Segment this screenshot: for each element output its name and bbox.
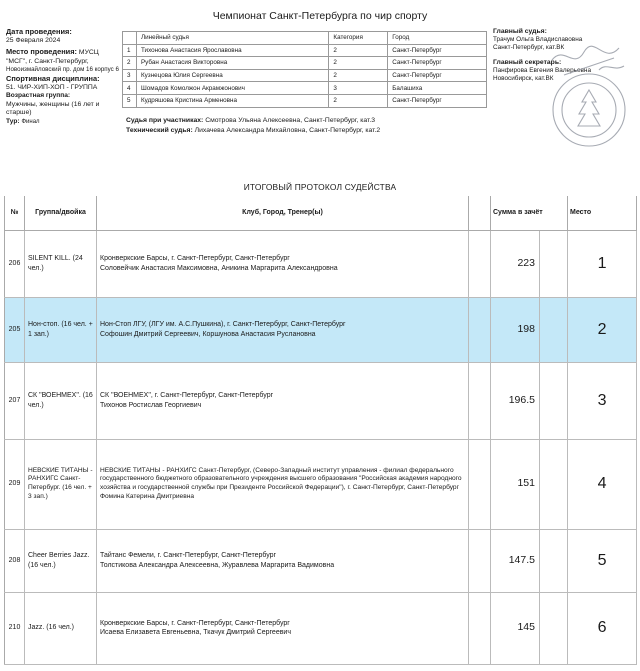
club-name: НЕВСКИЕ ТИТАНЫ - РАНХИГС Санкт-Петербург, (Северо-Западный институт управления - филиал федерального государственного бюджетного образовательного учреждения высшего образования "Российская академия народного хозяйства и государственной службы при Президенте Российской Федерации"), г. Санкт-Петербург, Санкт-Петербург (100, 466, 462, 491)
team-club (97, 230, 469, 297)
judge-city: Санкт-Петербург (388, 57, 487, 70)
team-group: Нон-стоп. (16 чел. + 1 зап.) (25, 297, 97, 362)
judge-num: 3 (123, 69, 137, 82)
result-row (5, 230, 637, 297)
club-coaches: Фомина Катерина Дмитриевна (100, 492, 195, 500)
team-score: 147.5 (491, 529, 540, 592)
judge-row (123, 94, 487, 107)
team-club (97, 529, 469, 592)
judges-header-category: Категория (329, 32, 388, 45)
header-group: Группа/двойка (25, 196, 97, 230)
team-place: 5 (568, 529, 637, 592)
judge-num: 4 (123, 82, 137, 95)
club-coaches: Толстикова Александра Алексеевна, Журавлева Маргарита Вадимовна (100, 561, 335, 569)
team-group: Jazz. (16 чел.) (25, 592, 97, 664)
team-number: 206 (5, 230, 25, 297)
participants-judge-label: Судья при участниках: (126, 117, 204, 124)
header-place: Место (568, 196, 637, 230)
team-club (97, 362, 469, 439)
team-number: 209 (5, 439, 25, 529)
team-group: SILENT KILL. (24 чел.) (25, 230, 97, 297)
judge-num: 5 (123, 94, 137, 107)
chief-secretary-value-2: Новосибирск, кат.ВК (493, 75, 554, 83)
team-place: 2 (568, 297, 637, 362)
team-club (97, 592, 469, 664)
result-row (5, 529, 637, 592)
club-coaches: Тихонов Ростислав Георгиевич (100, 401, 202, 409)
age-label: Возрастная группа: (6, 92, 71, 100)
judge-num: 2 (123, 57, 137, 70)
chief-judge-label: Главный судья: (493, 28, 547, 35)
club-coaches: Софошин Дмитрий Сергеевич, Коршунова Анастасия Руслановна (100, 330, 316, 338)
judge-city: Санкт-Петербург (388, 69, 487, 82)
team-score: 223 (491, 230, 540, 297)
club-name: Кронверкские Барсы, г. Санкт-Петербург, Санкт-Петербург (100, 255, 290, 263)
team-score: 196.5 (491, 362, 540, 439)
discipline-value: 51. ЧИР-ХИП-ХОП - ГРУППА (6, 83, 98, 91)
participants-judge-value: Смотрова Ульяна Алексеевна, Санкт-Петербург, кат.3 (205, 117, 376, 124)
judge-city: Санкт-Петербург (388, 44, 487, 57)
team-number: 210 (5, 592, 25, 664)
header-number: № (5, 196, 25, 230)
protocol-title: ИТОГОВЫЙ ПРОТОКОЛ СУДЕЙСТВА (243, 182, 397, 192)
result-row (5, 362, 637, 439)
team-score: 145 (491, 592, 540, 664)
age-value-2: старше) (6, 109, 32, 117)
judge-row (123, 69, 487, 82)
club-coaches: Исаева Елизавета Евгеньевна, Ткачук Дмитрий Сергеевич (100, 629, 291, 636)
judge-category: 3 (329, 82, 388, 95)
club-coaches: Соловейчик Анастасия Максимовна, Аникина Маргарита Александровна (100, 264, 338, 272)
team-group: НЕВСКИЕ ТИТАНЫ - РАНХИГС Санкт-Петербург. (16 чел. + 3 зап.) (25, 439, 97, 529)
team-number: 205 (5, 297, 25, 362)
team-place: 1 (568, 230, 637, 297)
judge-num: 1 (123, 44, 137, 57)
place-value-3: Новоизмайловский пр. дом 16 корпус 6 (6, 66, 119, 74)
team-group: Cheer Berries Jazz. (16 чел.) (25, 529, 97, 592)
result-row (5, 439, 637, 529)
header-score: Сумма в зачёт (491, 196, 568, 230)
club-name: СК "ВОЕНМЕХ", г. Санкт-Петербург, Санкт-Петербург (100, 392, 274, 400)
judge-name: Шомадов Комолжон Акрамжонович (136, 82, 328, 95)
result-row (5, 592, 637, 664)
result-row (5, 297, 637, 362)
technical-judge-label: Технический судья: (126, 127, 193, 134)
team-place: 3 (568, 362, 637, 439)
chief-secretary-label: Главный секретарь: (493, 58, 562, 66)
judge-name: Кузнецова Юлия Сергеевна (136, 69, 328, 82)
team-place: 4 (568, 439, 637, 529)
date-value: 25 Февраля 2024 (6, 36, 61, 44)
judge-name: Рубан Анастасия Викторовна (136, 57, 328, 70)
technical-judge-value: Лихачева Александра Михайловна, Санкт-Петербург, кат.2 (194, 127, 381, 134)
place-label: Место проведения: (6, 47, 78, 57)
club-name: Нон-Стоп ЛГУ, (ЛГУ им. А.С.Пушкина), г. Санкт-Петербург, Санкт-Петербург (100, 321, 346, 329)
team-group: СК "ВОЕНМЕХ". (16 чел.) (25, 362, 97, 439)
official-stamp-icon (544, 40, 634, 150)
tour-label: Тур: (6, 117, 20, 125)
judges-header-name: Линейный судья (136, 32, 328, 45)
technical-judge (126, 127, 380, 134)
judges-table (122, 31, 487, 108)
team-score: 198 (491, 297, 540, 362)
judges-header-num (123, 32, 137, 45)
results-table (4, 196, 637, 665)
discipline-label: Спортивная дисциплина: (6, 73, 100, 83)
tour-value: Финал (21, 118, 40, 125)
judge-category: 2 (329, 44, 388, 57)
team-place: 6 (568, 592, 637, 664)
judge-name: Тихонова Анастасия Ярославовна (136, 44, 328, 57)
event-info (6, 28, 128, 127)
team-club (97, 297, 469, 362)
team-score: 151 (491, 439, 540, 529)
place-value-2: "МСГ", г. Санкт-Петербург, (6, 57, 89, 65)
judge-name: Кудряшова Кристина Арменовна (136, 94, 328, 107)
results-header-row (5, 196, 637, 230)
chief-judge-value-2: Санкт-Петербург, кат.ВК (493, 44, 565, 52)
judge-city: Санкт-Петербург (388, 94, 487, 107)
judges-header-city: Город (388, 32, 487, 45)
team-number: 207 (5, 362, 25, 439)
judge-category: 2 (329, 94, 388, 107)
judge-city: Балашиха (388, 82, 487, 95)
age-value-1: Мужчины, женщины (16 лет и (6, 100, 100, 108)
document-title: Чемпионат Санкт-Петербурга по чир спорту (212, 10, 428, 22)
chief-secretary-value-1: Панфирова Евгения Валерьевна (493, 66, 592, 74)
participants-judge (126, 117, 375, 124)
chief-judge-value-1: Трачум Ольга Владиславовна (493, 36, 583, 44)
club-name: Тайтанс Фемели, г. Санкт-Петербург, Санкт-Петербург (100, 552, 277, 560)
date-label: Дата проведения: (6, 27, 72, 36)
team-number: 208 (5, 529, 25, 592)
team-club (97, 439, 469, 529)
judge-row (123, 82, 487, 95)
judge-category: 2 (329, 69, 388, 82)
judge-category: 2 (329, 57, 388, 70)
place-value-1: МУСЦ (78, 49, 99, 57)
judges-header-row (123, 32, 487, 45)
header-club: Клуб, Город, Тренер(ы) (97, 196, 469, 230)
club-name: Кронверкские Барсы, г. Санкт-Петербург, Санкт-Петербург (100, 619, 290, 627)
judge-row (123, 44, 487, 57)
judge-row (123, 57, 487, 70)
